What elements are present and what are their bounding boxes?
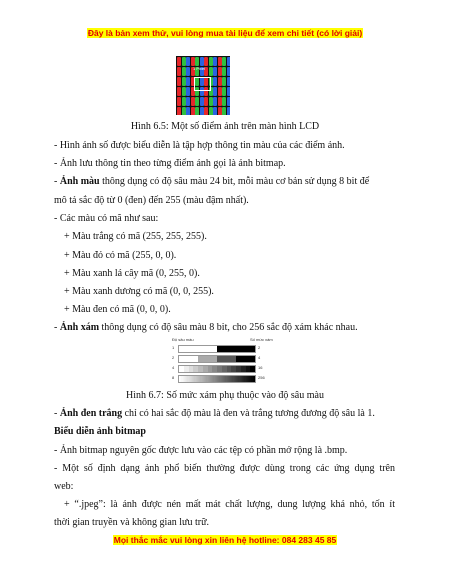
subpixel-strip — [227, 97, 231, 106]
gray-row-depth: 8 — [172, 375, 175, 380]
body-line-9: - Một số định dạng ảnh phổ biến thường được dùng trong các ứng dụng trên — [54, 463, 395, 474]
subpixel-strip — [177, 87, 181, 96]
color-code-blue: + Màu xanh dương có mã (0, 0, 255). — [64, 286, 214, 297]
body-line-12: thời gian truyền và không gian lưu trữ. — [54, 517, 209, 528]
gray-row-levels: 2 — [258, 345, 261, 350]
gray-step — [236, 356, 255, 362]
gray-row-levels: 16 — [258, 365, 263, 370]
subpixel-strip — [209, 57, 213, 66]
subpixel-strip — [186, 87, 190, 96]
pixel-highlight-box — [194, 77, 211, 91]
gray-step — [254, 376, 255, 382]
subpixel-strip — [222, 67, 226, 76]
subpixel-strip — [222, 107, 226, 115]
body-line-1: - Hình ảnh số được biểu diễn là tập hợp thông tin màu của các điểm ảnh. — [54, 140, 345, 151]
subpixel-strip — [182, 87, 186, 96]
dash: - — [54, 322, 60, 333]
subpixel-strip — [218, 77, 222, 86]
subpixel-strip — [177, 67, 181, 76]
subpixel-strip — [177, 77, 181, 86]
color-image-term: Ảnh màu — [59, 176, 100, 187]
bw-image-desc: chỉ có hai sắc độ màu là đen và trắng tương đương độ sâu là 1. — [122, 408, 375, 419]
figure-6-5-caption: Hình 6.5: Một số điểm ảnh trên màn hình LCD — [130, 121, 320, 132]
subpixel-strip — [191, 107, 195, 115]
gray-step — [250, 366, 255, 372]
subpixel-strip — [177, 97, 181, 106]
color-code-white: + Màu trắng có mã (255, 255, 255). — [64, 231, 207, 242]
gray-ramp-bar — [178, 345, 256, 353]
gray-row-depth: 1 — [172, 345, 175, 350]
gray-image-term: Ảnh xám — [59, 322, 100, 333]
subpixel-strip — [218, 67, 222, 76]
subpixel-strip — [227, 77, 231, 86]
section-heading — [54, 426, 146, 438]
subpixel-strip — [209, 97, 213, 106]
dash: - — [54, 408, 60, 419]
body-line-5: - Các màu có mã như sau: — [54, 213, 159, 224]
subpixel-strip — [195, 97, 199, 106]
gray-header-levels: Số mức xám — [250, 337, 273, 342]
gray-step — [198, 356, 217, 362]
subpixel-strip — [177, 107, 181, 115]
body-line-6 — [54, 322, 358, 334]
subpixel-strip — [182, 67, 186, 76]
subpixel-strip — [222, 87, 226, 96]
subpixel-strip — [195, 57, 199, 66]
preview-notice-text: Đây là bản xem thử, vui lòng mua tài liệu để xem chi tiết (có lời giải) — [87, 28, 363, 38]
subpixel-strip — [186, 107, 190, 115]
gray-step — [217, 356, 236, 362]
subpixel-strip — [200, 107, 204, 115]
subpixel-strip — [222, 97, 226, 106]
body-line-2: - Ảnh lưu thông tin theo từng điểm ảnh gọi là ảnh bitmap. — [54, 158, 286, 169]
subpixel-strip — [227, 67, 231, 76]
gray-ramp-bar — [178, 375, 256, 383]
dash: - — [54, 176, 60, 187]
gray-step — [217, 346, 255, 352]
body-line-10: web: — [54, 481, 74, 492]
preview-notice-banner — [0, 28, 450, 38]
lcd-pixel-figure — [176, 56, 230, 115]
gray-row-depth: 2 — [172, 355, 175, 360]
body-line-11: + “.jpeg”: là ảnh được nén mất mát chất lượng, dung lượng khá nhỏ, tốn ít — [64, 499, 395, 510]
color-code-black: + Màu đen có mã (0, 0, 0). — [64, 304, 171, 315]
body-line-4: mô tả sắc độ từ 0 (đen) đến 255 (màu đậm nhất). — [54, 195, 249, 206]
subpixel-strip — [222, 77, 226, 86]
figure-6-7-caption: Hình 6.7: Số mức xám phụ thuộc vào độ sâu màu — [126, 390, 324, 401]
gray-row-levels: 4 — [258, 355, 261, 360]
color-code-red: + Màu đỏ có mã (255, 0, 0). — [64, 250, 177, 261]
subpixel-strip — [218, 57, 222, 66]
gray-level-figure — [170, 337, 278, 384]
gray-row-levels: 256 — [258, 375, 265, 380]
bw-image-term: Ảnh đen trắng — [59, 408, 123, 419]
subpixel-strip — [213, 67, 217, 76]
subpixel-strip — [204, 107, 208, 115]
subpixel-strip — [200, 97, 204, 106]
gray-image-desc: thông dụng có độ sâu màu 8 bit, cho 256 sắc độ xám khác nhau. — [99, 322, 358, 333]
pixel-inset-label: 1 Pixel — [193, 66, 206, 71]
hotline-text: Mọi thắc mắc vui lòng xin liên hệ hotline: 084 283 45 85 — [113, 535, 337, 545]
subpixel-strip — [182, 97, 186, 106]
subpixel-strip — [186, 57, 190, 66]
subpixel-strip — [218, 107, 222, 115]
subpixel-strip — [200, 57, 204, 66]
subpixel-strip — [191, 57, 195, 66]
body-line-8: - Ảnh bitmap nguyên gốc được lưu vào các tệp có phần mở rộng là .bmp. — [54, 445, 348, 456]
subpixel-strip — [186, 77, 190, 86]
gray-row-depth: 4 — [172, 365, 175, 370]
subpixel-strip — [182, 107, 186, 115]
gray-ramp-bar — [178, 355, 256, 363]
subpixel-strip — [182, 77, 186, 86]
subpixel-strip — [186, 67, 190, 76]
hotline-banner — [0, 535, 450, 545]
subpixel-strip — [213, 77, 217, 86]
subpixel-strip — [218, 87, 222, 96]
color-code-green: + Màu xanh lá cây mã (0, 255, 0). — [64, 268, 200, 279]
gray-header-depth: Độ sâu màu — [172, 337, 194, 342]
subpixel-strip — [227, 57, 231, 66]
subpixel-strip — [213, 97, 217, 106]
subpixel-strip — [227, 87, 231, 96]
subpixel-strip — [209, 67, 213, 76]
subpixel-strip — [204, 57, 208, 66]
subpixel-strip — [213, 57, 217, 66]
subpixel-strip — [227, 107, 231, 115]
subpixel-strip — [213, 87, 217, 96]
subpixel-strip — [218, 97, 222, 106]
heading-text: Biểu diễn ảnh bitmap — [54, 426, 146, 437]
gray-ramp-bar — [178, 365, 256, 373]
subpixel-strip — [222, 57, 226, 66]
subpixel-strip — [195, 107, 199, 115]
gray-step — [179, 356, 198, 362]
subpixel-strip — [186, 97, 190, 106]
subpixel-strip — [177, 57, 181, 66]
subpixel-strip — [213, 107, 217, 115]
subpixel-strip — [204, 97, 208, 106]
subpixel-strip — [209, 107, 213, 115]
body-line-3 — [54, 176, 369, 188]
subpixel-strip — [182, 57, 186, 66]
body-line-7 — [54, 408, 375, 420]
color-image-desc: thông dụng có độ sâu màu 24 bit, mỗi màu cơ bản sử dụng 8 bit để — [99, 176, 370, 187]
gray-step — [179, 346, 217, 352]
subpixel-strip — [191, 97, 195, 106]
